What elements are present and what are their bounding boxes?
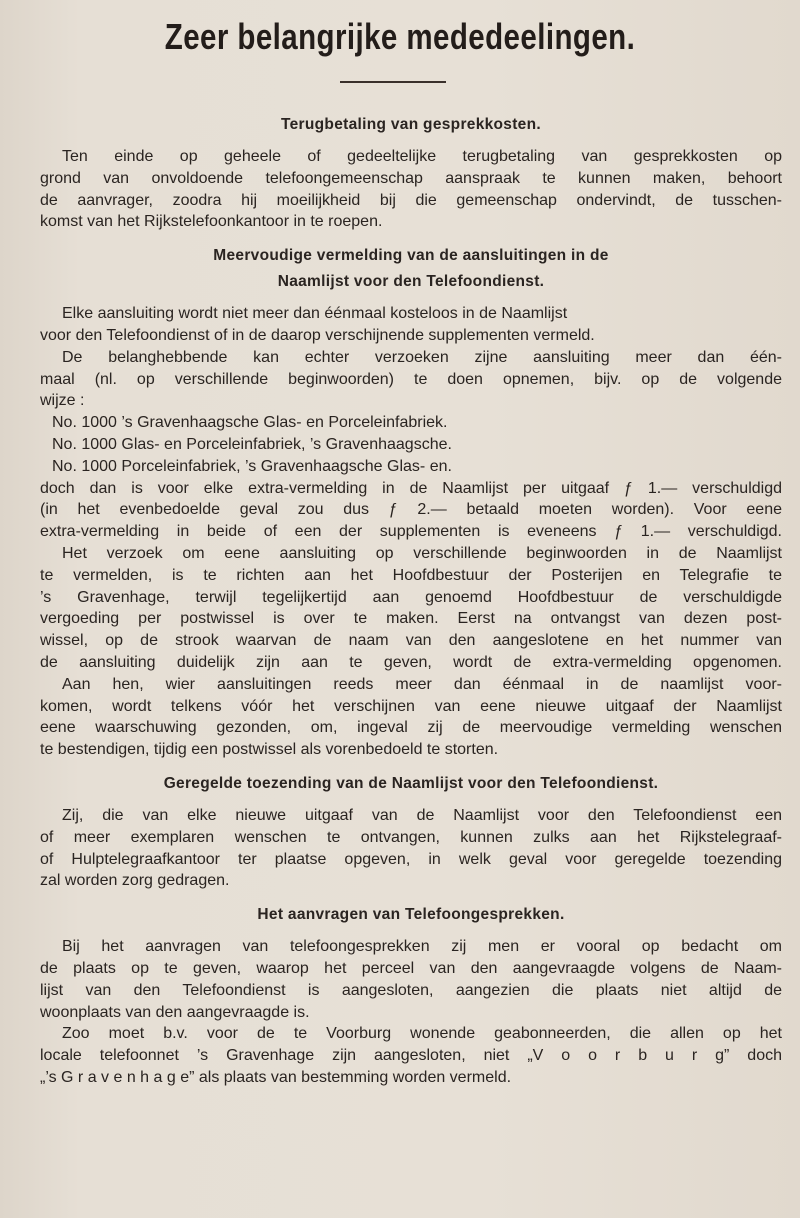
list-item: No. 1000 ’s Gravenhaagsche Glas- en Porceleinfabriek. [52,414,448,432]
text-line: locale telefoonnet ’s Gravenhage zijn aangesloten, niet „V o o r b u r g” doch [40,1047,782,1065]
text-line: de aansluiting duidelijk zijn aan te geven, wordt de extra-vermelding opgenomen. [40,653,782,671]
text-line: Het verzoek om eene aansluiting op verschillende beginwoorden in de Naamlijst [62,544,782,562]
text-line: komen, wordt telkens vóór het verschijnen van eene nieuwe uitgaaf der Naamlijst [40,697,782,715]
section-heading: Terugbetaling van gesprekkosten. [281,116,541,133]
text-line: te vermelden, is te richten aan het Hoofdbestuur der Posterijen en Telegrafie te [40,566,782,584]
text-line: (in het evenbedoelde geval zou dus ƒ 2.— betaald moeten worden). Voor eene [40,501,782,519]
text-line: „’s G r a v e n h a g e” als plaats van bestemming worden vermeld. [40,1068,512,1086]
section-text [40,805,782,892]
text-line: of Hulptelegraafkantoor ter plaatse opgeven, in welk geval voor geregelde toezending [40,850,782,868]
list-item: No. 1000 Porceleinfabriek, ’s Gravenhaagsche Glas- en. [52,457,452,475]
document-body [40,112,782,1099]
text-line: lijst van den Telefoondienst is aangesloten, aangezien die plaats niet altijd de [40,981,782,999]
text-line: te bestendigen, tijdig een postwissel als vorenbedoeld te storten. [40,741,499,759]
text-line: wissel, op de strook waarvan de naam van den aangeslotene en het nummer van [40,632,782,650]
text-line: de aanvrager, zoodra hij moeilijkheid bij die gemeenschap ondervindt, de tusschen- [40,191,782,209]
page-title: Zeer belangrijke mededeelingen. [164,16,636,57]
text-line: Ten einde op geheele of gedeeltelijke terugbetaling van gesprekkosten op [62,148,782,165]
text-line: Bij het aanvragen van telefoongesprekken zij men er vooral op bedacht om [62,938,782,956]
list-item: No. 1000 Glas- en Porceleinfabriek, ’s Gravenhaagsche. [52,435,452,453]
section-heading: Geregelde toezending van de Naamlijst voor den Telefoondienst. [163,774,659,792]
text-line: komst van het Rijkstelefoonkantoor in te roepen. [40,213,383,231]
text-line: Aan hen, wier aansluitingen reeds meer dan éénmaal in de naamlijst voor- [62,675,782,693]
text-line: grond van onvoldoende telefoongemeenschap aanspraak te kunnen maken, behoort [40,169,782,187]
text-line: maal (nl. op verschillende beginwoorden) te doen opnemen, bijv. op de volgende [40,370,782,388]
section [40,112,782,233]
text-line: de plaats op te geven, waarop het perceel van den aangevraagde volgens de Naam- [40,959,782,977]
text-line: of meer exemplaren wenschen te ontvangen, kunnen zulks aan het Rijkstelegraaf- [40,828,782,846]
text-line: voor den Telefoondienst of in de daarop verschijnende supplementen vermeld. [40,326,595,344]
section-text [40,936,782,1089]
text-line: zal worden zorg gedragen. [40,872,230,890]
section-heading: Naamlijst voor den Telefoondienst. [277,273,545,291]
section-heading: Het aanvragen van Telefoongesprekken. [257,906,565,924]
section [40,902,782,1089]
text-line: wijze : [40,392,85,410]
text-line: Elke aansluiting wordt niet meer dan éénmaal kosteloos in de Naamlijst [62,305,568,323]
text-line: Zoo moet b.v. voor de te Voorburg wonende geabonneerden, die allen op het [62,1025,782,1043]
text-line: vergoeding per postwissel is over te maken. Eerst na ontvangst van dezen post- [40,610,782,628]
text-line: eene waarschuwing gezonden, om, ingeval zij de meervoudige vermelding wenschen [40,719,782,737]
title-divider [340,81,446,83]
text-line: ’s Gravenhage, terwijl tegelijkertijd aan genoemd Hoofdbestuur de verschuldigde [40,588,782,606]
text-line: Zij, die van elke nieuwe uitgaaf van de Naamlijst voor den Telefoondienst een [62,806,782,824]
section [40,771,782,892]
section [40,243,782,761]
text-line: extra-vermelding in beide of een der supplementen is eveneens ƒ 1.— verschuldigd. [40,523,782,541]
text-line: De belanghebbende kan echter verzoeken zijne aansluiting meer dan één- [62,348,782,366]
text-line: doch dan is voor elke extra-vermelding in de Naamlijst per uitgaaf ƒ 1.— verschuldigd [40,479,782,497]
text-line: woonplaats van den aangevraagde is. [40,1003,310,1021]
section-heading: Meervoudige vermelding van de aansluitingen in de [213,247,609,265]
section-text [40,146,782,233]
section-text [40,303,782,761]
